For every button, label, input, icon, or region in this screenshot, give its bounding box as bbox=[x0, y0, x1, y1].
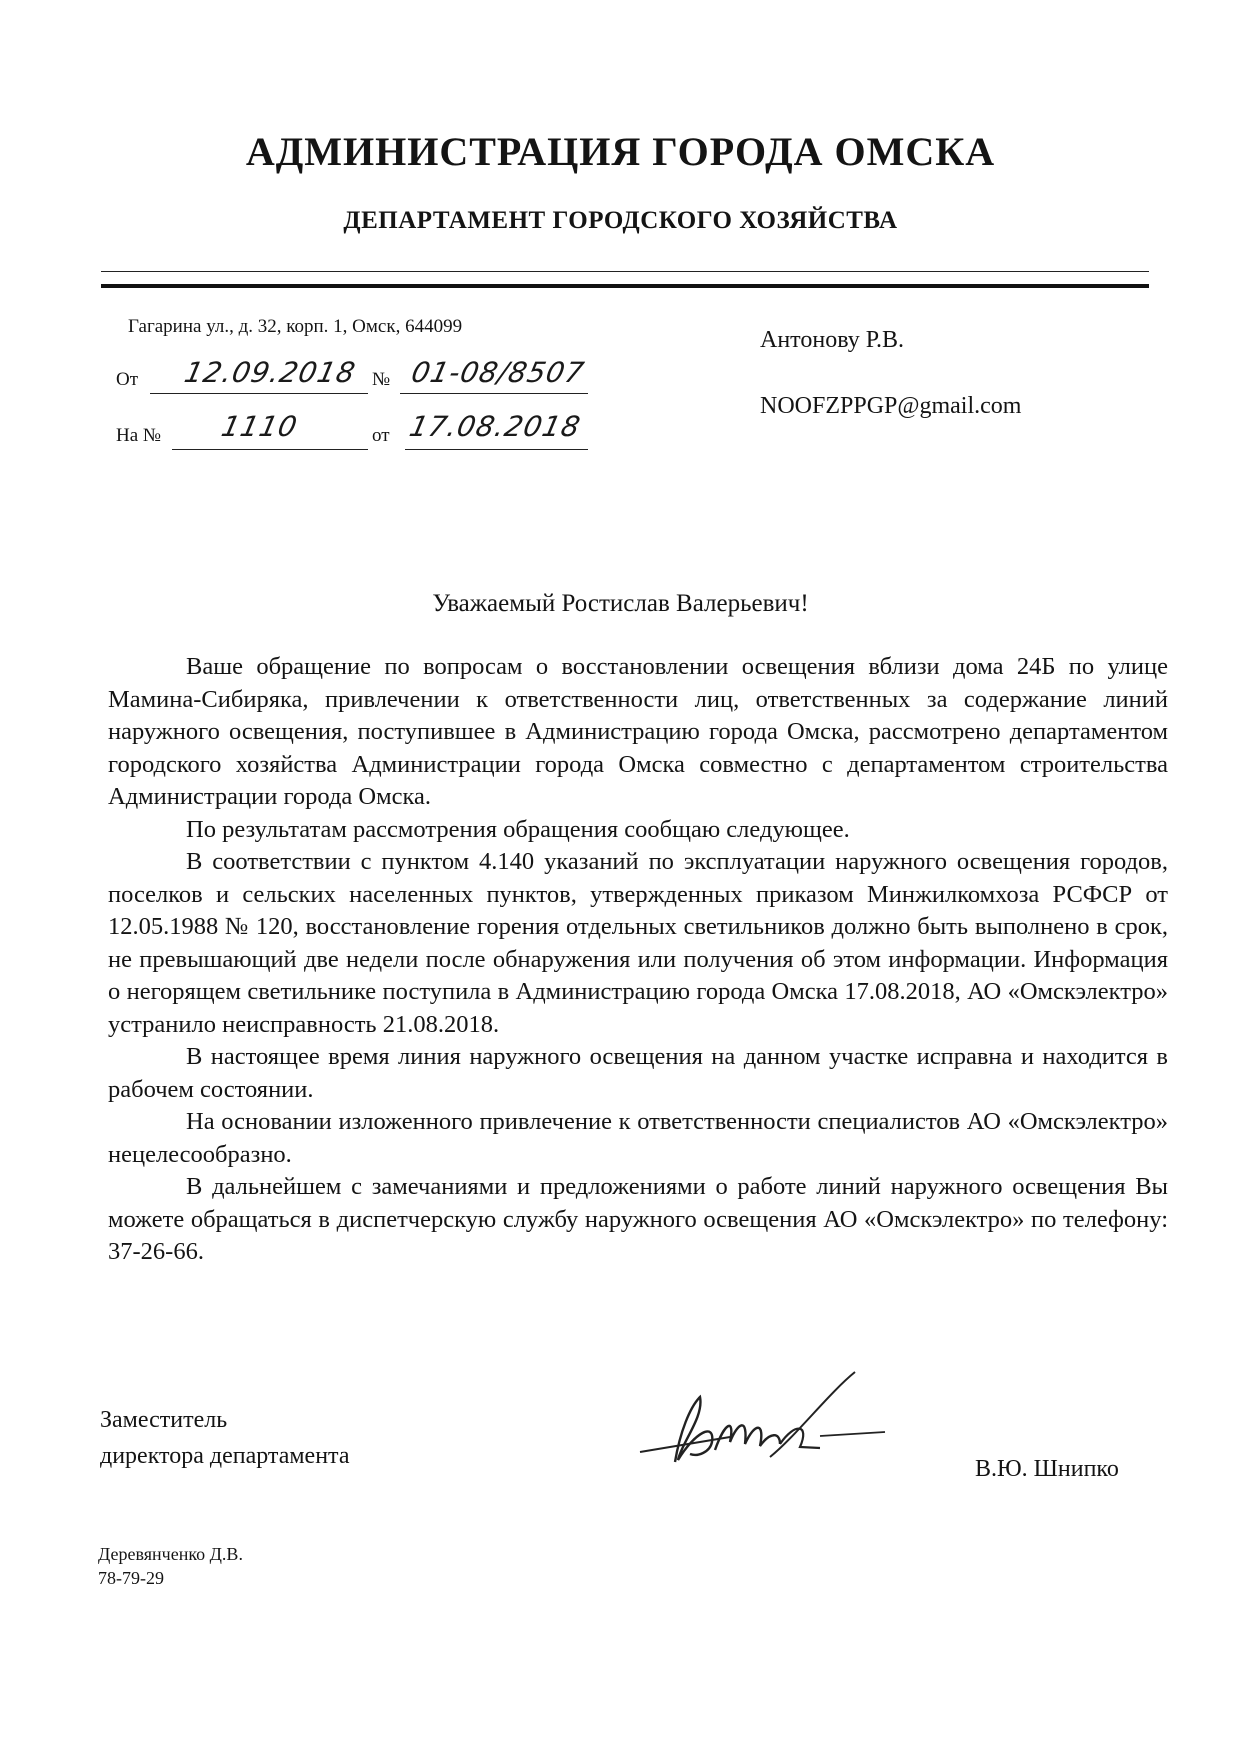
body-paragraph: В соответствии с пунктом 4.140 указаний по эксплуатации наружного освещения городов, поселков и сельских населенных пунктов, утвержденных приказом Минжилкомхоза РСФСР от 12.05.1988 № 120, восстановление горения отдельных светильников должно быть выполнено в срок, не превышающий две недели после обнаружения или получения об этом информации. Информация о негорящем светильнике поступила в Администрацию города Омска 17.08.2018, АО «Омскэлектро» устранило неисправность 21.08.2018. bbox=[108, 848, 1168, 1038]
body-paragraph: По результатам рассмотрения обращения сообщаю следующее. bbox=[186, 815, 850, 843]
executor-phone: 78-79-29 bbox=[98, 1568, 164, 1588]
header-divider-thick bbox=[101, 284, 1149, 288]
executor-info bbox=[98, 1542, 243, 1590]
outgoing-number-handwritten: 01-08/8507 bbox=[408, 356, 588, 389]
signatory-name: В.Ю. Шнипко bbox=[975, 1456, 1119, 1482]
body-paragraph: На основании изложенного привлечение к ответственности специалистов АО «Омскэлектро» нецелесообразно. bbox=[108, 1108, 1168, 1168]
recipient-email: NOOFZPPGP@gmail.com bbox=[760, 393, 1022, 419]
department-title: ДЕПАРТАМЕНТ ГОРОДСКОГО ХОЗЯЙСТВА bbox=[343, 207, 898, 234]
executor-name: Деревянченко Д.В. bbox=[98, 1544, 243, 1564]
body-paragraph: В настоящее время линия наружного освещения на данном участке исправна и находится в рабочем состоянии. bbox=[108, 1043, 1168, 1103]
outgoing-number-line bbox=[400, 393, 588, 394]
signatory-position-line2: директора департамента bbox=[100, 1443, 350, 1469]
from-label: От bbox=[116, 369, 139, 390]
body-paragraph: Ваше обращение по вопросам о восстановлении освещения вблизи дома 24Б по улице Мамина-Сибиряка, привлечении к ответственности лиц, ответственных за содержание линий наружного освещения, поступившее в Администрацию города Омска, рассмотрено департаментом городского хозяйства Администрации города Омска совместно с департаментом строительства Администрации города Омска. bbox=[108, 653, 1168, 810]
sender-address: Гагарина ул., д. 32, корп. 1, Омск, 644099 bbox=[128, 316, 463, 337]
handwritten-signature bbox=[620, 1362, 890, 1492]
incoming-number-handwritten: 1110 bbox=[218, 410, 301, 443]
recipient-name: Антонову Р.В. bbox=[760, 327, 905, 353]
signatory-position-line1: Заместитель bbox=[100, 1407, 228, 1433]
header-divider-thin bbox=[101, 271, 1149, 272]
incoming-date-handwritten: 17.08.2018 bbox=[406, 410, 584, 443]
incoming-number-line bbox=[172, 449, 368, 450]
from-date-handwritten: 12.09.2018 bbox=[181, 356, 359, 389]
number-label: № bbox=[372, 369, 391, 390]
salutation: Уважаемый Ростислав Валерьевич! bbox=[432, 590, 809, 617]
organization-title: АДМИНИСТРАЦИЯ ГОРОДА ОМСКА bbox=[245, 129, 996, 174]
from-date-line bbox=[150, 393, 368, 394]
signatory-position bbox=[100, 1402, 349, 1474]
letter-body bbox=[108, 651, 1168, 1269]
incoming-date-line bbox=[405, 449, 588, 450]
reply-label: На № bbox=[116, 425, 162, 446]
date-label: от bbox=[372, 425, 390, 446]
body-paragraph: В дальнейшем с замечаниями и предложениями о работе линий наружного освещения Вы можете обращаться в диспетчерскую службу наружного освещения АО «Омскэлектро» по телефону: 37-26-66. bbox=[108, 1173, 1168, 1265]
